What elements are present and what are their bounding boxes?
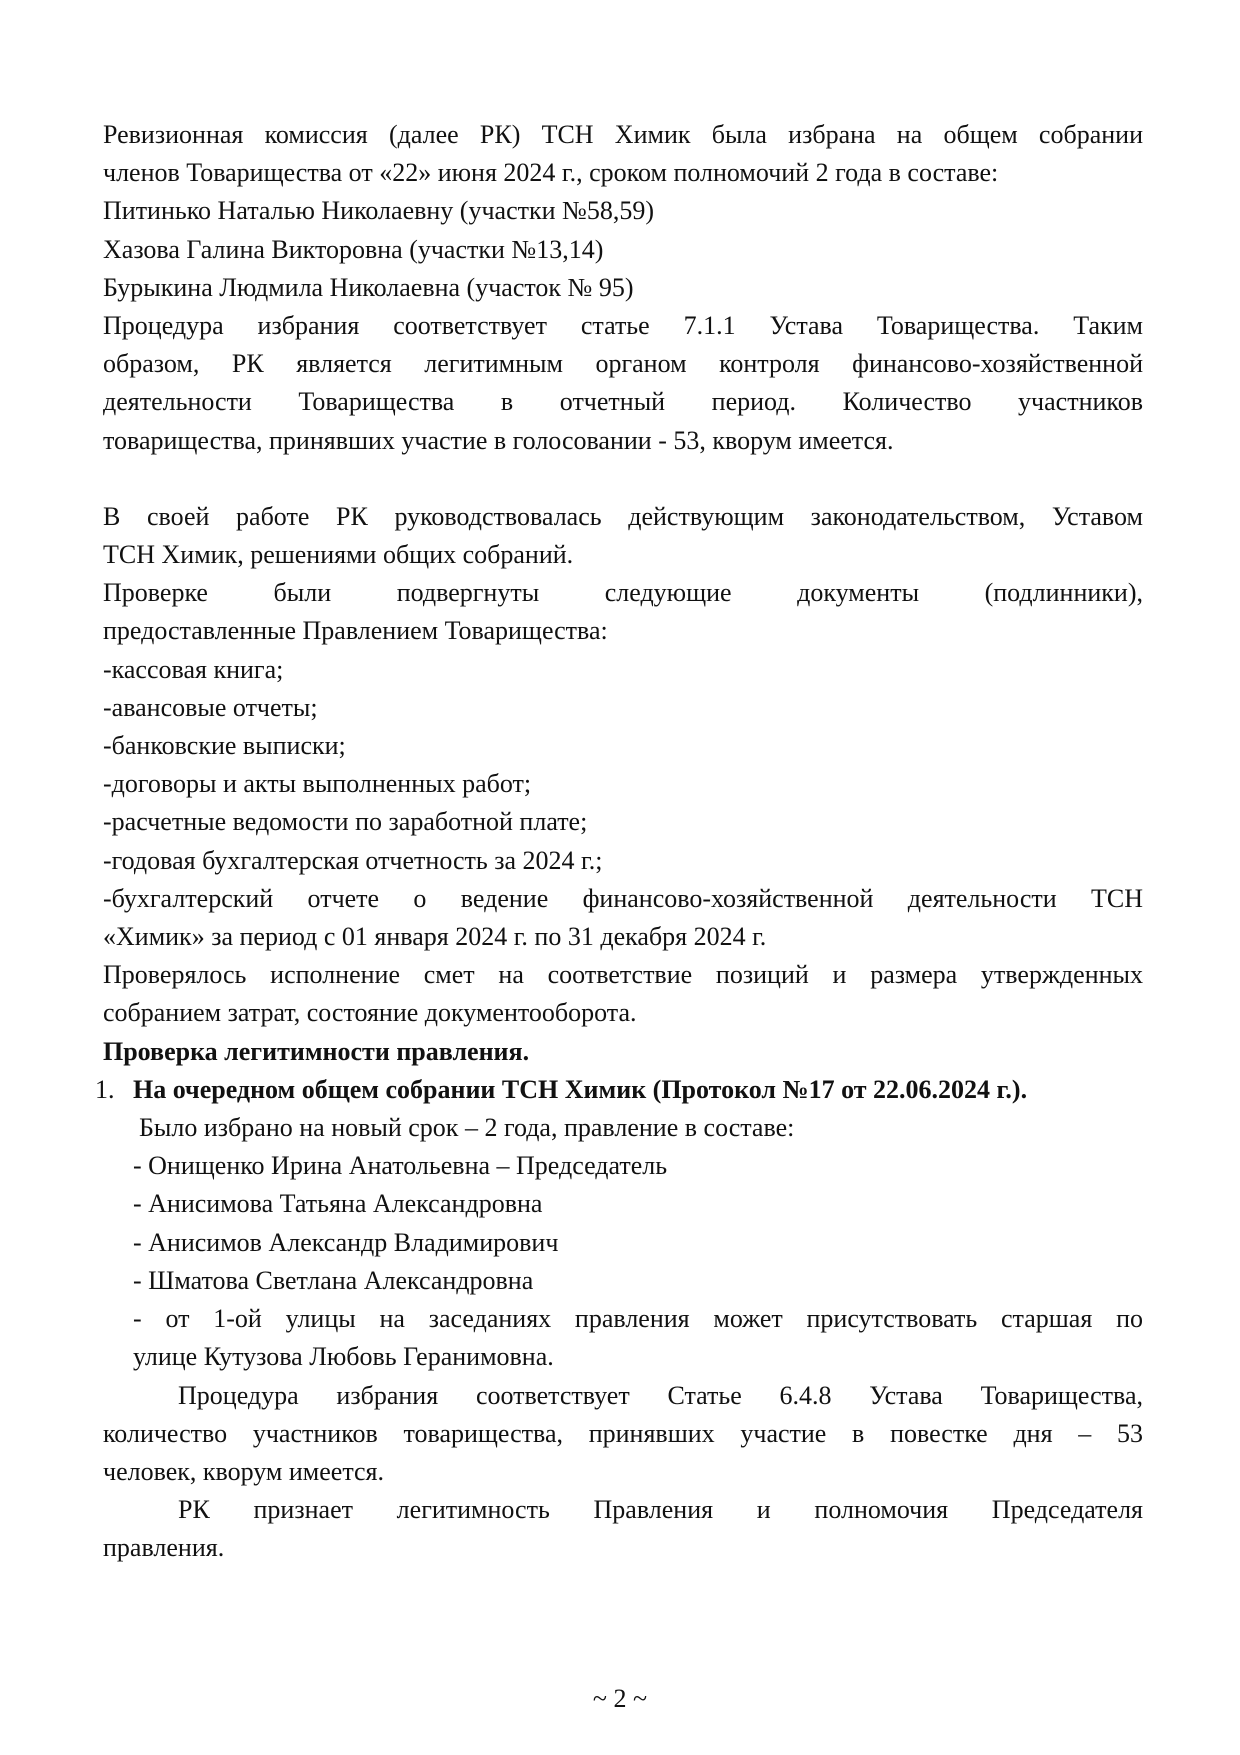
board-member: - Анисимова Татьяна Александровна [133, 1189, 543, 1219]
section-heading: Проверка легитимности правления. [103, 1036, 530, 1066]
commission-member-2: Хазова Галина Викторовна (участки №13,14) [103, 234, 604, 264]
document-list-item: -банковские выписки; [103, 731, 346, 761]
board-procedure-line-1: Процедура избрания соответствует Статье 6.4.8 Устава Товарищества, [178, 1380, 1143, 1410]
recognition-line-2: правления. [103, 1533, 225, 1563]
document-list-item: -годовая бухгалтерская отчетность за 2024 г.; [103, 845, 603, 875]
recognition-line-1: РК признает легитимность Правления и полномочия Председателя [178, 1495, 1143, 1525]
item-title: На очередном общем собрании ТСН Химик (Протокол №17 от 22.06.2024 г.). [133, 1074, 1028, 1104]
page-number: ~ 2 ~ [592, 1684, 648, 1713]
paragraph-gap [103, 460, 1143, 498]
numbered-item-1 [95, 1071, 1143, 1109]
board-member: - Анисимов Александр Владимирович [133, 1227, 559, 1257]
street-note-line-1: - от 1-ой улицы на заседаниях правления может присутствовать старшая по [133, 1304, 1143, 1334]
commission-member-1: Питинько Наталью Николаевну (участки №58,59) [103, 196, 654, 226]
procedure-line-2: образом, РК является легитимным органом контроля финансово-хозяйственной [103, 349, 1143, 379]
item-number: 1. [95, 1074, 115, 1104]
commission-member-3: Бурыкина Людмила Николаевна (участок № 95) [103, 272, 634, 302]
street-note-line-2: улице Кутузова Любовь Геранимовна. [133, 1342, 554, 1372]
document-list-item: -расчетные ведомости по заработной плате; [103, 807, 588, 837]
document-body [95, 116, 1143, 1568]
board-procedure-line-3: человек, кворум имеется. [103, 1456, 385, 1486]
work-line-2: ТСН Химик, решениями общих собраний. [103, 540, 574, 570]
check-line-2: собранием затрат, состояние документооборота. [103, 998, 637, 1028]
procedure-line-1: Процедура избрания соответствует статье 7.1.1 Устава Товарищества. Таким [103, 311, 1143, 341]
elected-line: Было избрано на новый срок – 2 года, правление в составе: [139, 1113, 795, 1143]
board-member: - Онищенко Ирина Анатольевна – Председатель [133, 1151, 668, 1181]
intro-line-1: Ревизионная комиссия (далее РК) ТСН Химик была избрана на общем собрании [103, 120, 1143, 149]
board-procedure-line-2: количество участников товарищества, принявших участие в повестке дня – 53 [103, 1418, 1143, 1448]
document-list-item-7a: -бухгалтерский отчете о ведение финансово-хозяйственной деятельности ТСН [103, 883, 1143, 913]
document-list-item: -кассовая книга; [103, 654, 284, 684]
procedure-line-3: деятельности Товарищества в отчетный период. Количество участников [103, 387, 1143, 417]
work-line-4: предоставленные Правлением Товарищества: [103, 616, 608, 646]
procedure-line-4: товарищества, принявших участие в голосовании - 53, кворум имеется. [103, 425, 894, 455]
work-line-3: Проверке были подвергнуты следующие документы (подлинники), [103, 578, 1143, 608]
document-list-item-7b: «Химик» за период с 01 января 2024 г. по 31 декабря 2024 г. [103, 922, 767, 952]
intro-line-2: членов Товарищества от «22» июня 2024 г., сроком полномочий 2 года в составе: [103, 158, 999, 188]
check-line-1: Проверялось исполнение смет на соответствие позиций и размера утвержденных [103, 960, 1143, 990]
document-list-item: -авансовые отчеты; [103, 692, 318, 722]
document-list-item: -договоры и акты выполненных работ; [103, 769, 532, 799]
board-member: - Шматова Светлана Александровна [133, 1265, 534, 1295]
work-line-1: В своей работе РК руководствовалась действующим законодательством, Уставом [103, 501, 1143, 531]
